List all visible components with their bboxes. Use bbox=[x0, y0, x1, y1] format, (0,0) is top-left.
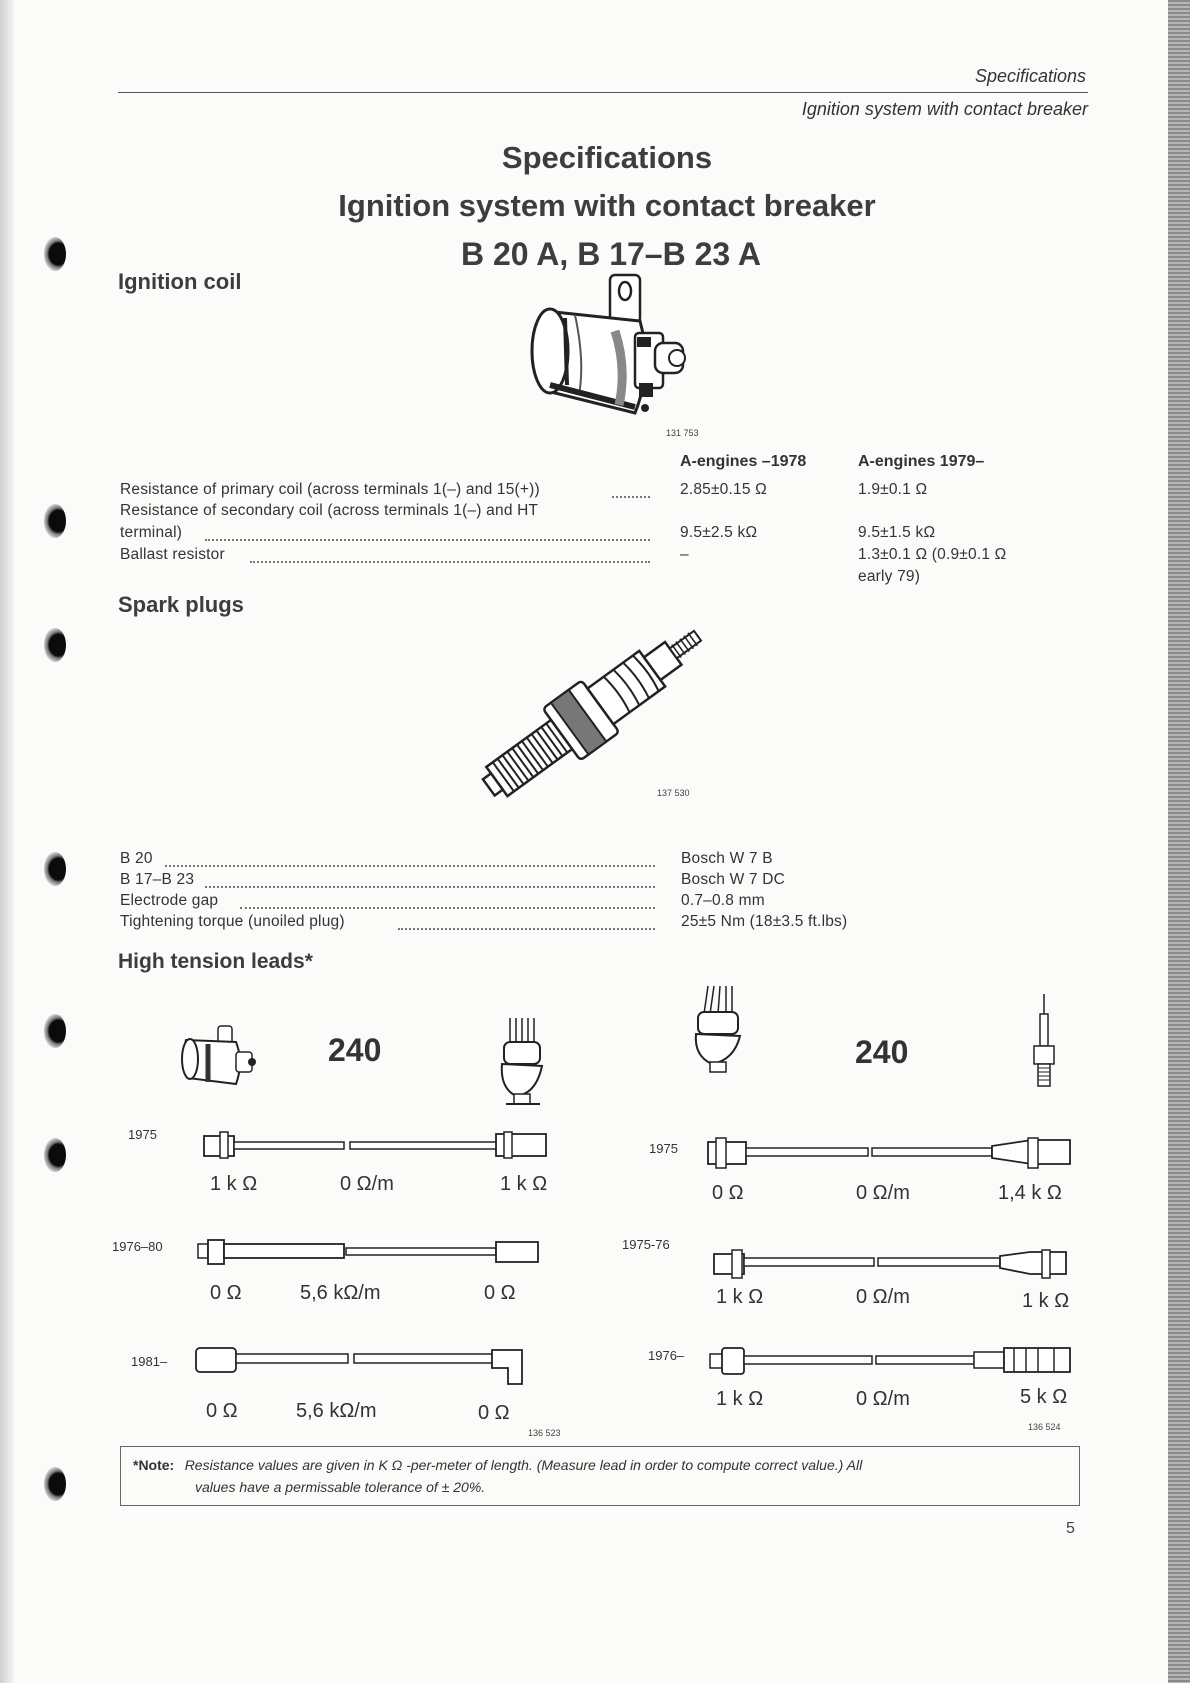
spark-plug-illustration bbox=[455, 604, 735, 814]
section-heading-ignition-coil: Ignition coil bbox=[118, 269, 242, 294]
ht-lead-right-1976 bbox=[708, 1344, 1074, 1378]
ht-lead-left-1975 bbox=[200, 1130, 550, 1162]
lead-res-left-1975-r1: 1 k Ω bbox=[210, 1173, 258, 1195]
page-number: 5 bbox=[1066, 1520, 1075, 1537]
binder-hole bbox=[44, 628, 66, 662]
figure-number-leads-left: 136 523 bbox=[528, 1428, 561, 1438]
running-header-section: Specifications bbox=[974, 66, 1086, 86]
spec-value-ballast-1979: 1.3±0.1 Ω (0.9±0.1 Ω bbox=[858, 546, 1007, 563]
lead-res-right-1975-r1: 0 Ω bbox=[712, 1182, 744, 1204]
spec-label-tightening-torque: Tightening torque (unoiled plug) bbox=[120, 913, 345, 930]
leader-dots bbox=[205, 886, 655, 888]
lead-res-left-1975-r3: 1 k Ω bbox=[500, 1173, 548, 1195]
header-rule bbox=[118, 92, 1088, 93]
binder-hole bbox=[44, 852, 66, 886]
lead-res-left-1975-r2: 0 Ω/m bbox=[340, 1173, 394, 1195]
spec-value-primary-1979: 1.9±0.1 Ω bbox=[858, 481, 928, 498]
model-240-left: 240 bbox=[328, 1032, 382, 1068]
spark-plug-small-icon bbox=[1030, 992, 1058, 1094]
lead-year-left-1975: 1975 bbox=[128, 1127, 157, 1142]
lead-year-right-1975: 1975 bbox=[649, 1141, 678, 1156]
leader-dots bbox=[612, 496, 650, 498]
ht-lead-left-1976-80 bbox=[196, 1236, 546, 1268]
note-text-line2: values have a permissable tolerance of ± 20%. bbox=[195, 1479, 486, 1495]
coil-small-icon bbox=[178, 1024, 260, 1086]
column-header-a-engines-1979: A-engines 1979– bbox=[858, 453, 985, 470]
figure-number-leads-right: 136 524 bbox=[1028, 1422, 1061, 1432]
spec-value-tightening-torque: 25±5 Nm (18±3.5 ft.lbs) bbox=[681, 913, 848, 930]
model-240-right: 240 bbox=[855, 1034, 909, 1070]
spec-label-electrode-gap: Electrode gap bbox=[120, 892, 219, 909]
lead-res-right-1976-r1: 1 k Ω bbox=[716, 1388, 764, 1410]
leader-dots bbox=[165, 865, 655, 867]
lead-res-left-1981-r3: 0 Ω bbox=[478, 1402, 510, 1424]
spec-value-b20: Bosch W 7 B bbox=[681, 850, 773, 867]
binder-hole bbox=[44, 1014, 66, 1048]
note-box bbox=[120, 1446, 1080, 1506]
section-heading-high-tension-leads: High tension leads* bbox=[118, 950, 313, 973]
lead-res-left-1976-80-r3: 0 Ω bbox=[484, 1282, 516, 1304]
spec-value-ballast-1978: – bbox=[680, 546, 689, 563]
page-subtitle: Ignition system with contact breaker bbox=[338, 188, 876, 223]
spec-value-primary-1978: 2.85±0.15 Ω bbox=[680, 481, 767, 498]
leader-dots bbox=[240, 907, 655, 909]
column-header-a-engines-1978: A-engines –1978 bbox=[680, 453, 807, 470]
binder-hole bbox=[44, 1467, 66, 1501]
spec-value-secondary-1979: 9.5±1.5 kΩ bbox=[858, 524, 936, 541]
distributor-icon-left bbox=[496, 1016, 548, 1114]
spec-value-ballast-1979-cont: early 79) bbox=[858, 568, 921, 585]
lead-res-left-1981-r1: 0 Ω bbox=[206, 1400, 238, 1422]
ht-lead-right-1975 bbox=[706, 1136, 1076, 1172]
lead-res-right-1975-76-r3: 1 k Ω bbox=[1022, 1290, 1070, 1312]
lead-res-left-1976-80-r2: 5,6 kΩ/m bbox=[300, 1282, 381, 1304]
ht-lead-right-1975-76 bbox=[712, 1246, 1072, 1280]
note-text-line1: Resistance values are given in K Ω -per-meter of length. (Measure lead in order to compute correct value.) All bbox=[184, 1457, 863, 1473]
spec-label-secondary-resistance: Resistance of secondary coil (across terminals 1(–) and HT bbox=[120, 502, 539, 519]
lead-res-right-1975-76-r2: 0 Ω/m bbox=[856, 1286, 910, 1308]
running-header-subsection: Ignition system with contact breaker bbox=[801, 99, 1088, 119]
lead-res-left-1976-80-r1: 0 Ω bbox=[210, 1282, 242, 1304]
leader-dots bbox=[398, 928, 655, 930]
lead-res-right-1976-r2: 0 Ω/m bbox=[856, 1388, 910, 1410]
lead-res-right-1975-76-r1: 1 k Ω bbox=[716, 1286, 764, 1308]
spec-value-b17-b23: Bosch W 7 DC bbox=[681, 871, 786, 888]
binder-hole bbox=[44, 504, 66, 538]
binder-hole bbox=[44, 1138, 66, 1172]
figure-number-spark-plug: 137 530 bbox=[657, 788, 690, 798]
ht-lead-left-1981 bbox=[192, 1344, 542, 1388]
spec-label-b20: B 20 bbox=[120, 850, 153, 867]
lead-res-right-1976-r3: 5 k Ω bbox=[1020, 1386, 1068, 1408]
figure-number-coil: 131 753 bbox=[666, 428, 699, 438]
note-label: *Note: bbox=[133, 1457, 175, 1473]
lead-res-left-1981-r2: 5,6 kΩ/m bbox=[296, 1400, 377, 1422]
distributor-icon-right bbox=[690, 984, 748, 1080]
lead-year-right-1976: 1976– bbox=[648, 1348, 685, 1363]
leader-dots bbox=[205, 539, 650, 541]
page-title: Specifications bbox=[501, 140, 713, 175]
spec-label-b17-b23: B 17–B 23 bbox=[120, 871, 195, 888]
spec-label-ballast-resistor: Ballast resistor bbox=[120, 546, 225, 563]
leader-dots bbox=[250, 561, 650, 563]
lead-res-right-1975-r3: 1,4 k Ω bbox=[998, 1182, 1062, 1204]
lead-year-left-1981: 1981– bbox=[131, 1354, 168, 1369]
spec-value-secondary-1978: 9.5±2.5 kΩ bbox=[680, 524, 758, 541]
spec-label-primary-resistance: Resistance of primary coil (across terminals 1(–) and 15(+)) bbox=[120, 481, 540, 498]
lead-year-left-1976-80: 1976–80 bbox=[112, 1239, 163, 1254]
lead-year-right-1975-76: 1975-76 bbox=[622, 1237, 670, 1252]
ignition-coil-illustration bbox=[515, 273, 725, 421]
section-heading-spark-plugs: Spark plugs bbox=[118, 592, 244, 617]
note-line-1 bbox=[133, 1457, 862, 1475]
spec-label-secondary-resistance-cont: terminal) bbox=[120, 524, 183, 541]
engine-title: B 20 A, B 17–B 23 A bbox=[461, 236, 761, 272]
spec-value-electrode-gap: 0.7–0.8 mm bbox=[681, 892, 765, 909]
lead-res-right-1975-r2: 0 Ω/m bbox=[856, 1182, 910, 1204]
